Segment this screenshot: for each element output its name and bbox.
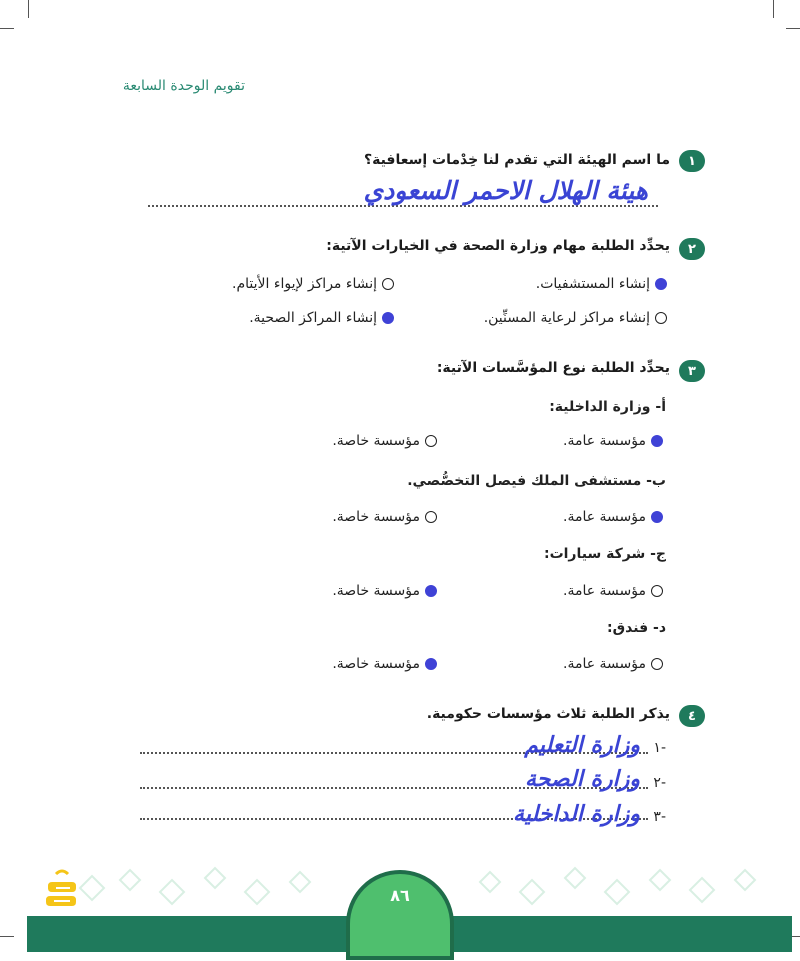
handwritten-answer[interactable]: هيئة الهلال الاحمر السعودي xyxy=(363,176,648,205)
question-number: ٤ xyxy=(679,705,705,727)
option-label: مؤسسة عامة. xyxy=(563,433,646,449)
option-hospitals[interactable] xyxy=(536,276,667,292)
option-label: مؤسسة عامة. xyxy=(563,509,646,525)
radio-checked-icon xyxy=(655,278,667,290)
option-label: إنشاء المراكز الصحية. xyxy=(249,310,377,326)
option-elderly[interactable] xyxy=(484,310,667,326)
question-number: ١ xyxy=(679,150,705,172)
sub-item-label: ج- شركة سيارات: xyxy=(543,546,666,562)
publisher-logo-icon xyxy=(44,866,80,910)
option-public[interactable] xyxy=(563,583,663,599)
sub-item-label: ب- مستشفى الملك فيصل التخصُّصي. xyxy=(407,473,666,489)
option-private[interactable] xyxy=(332,433,437,449)
radio-checked-icon xyxy=(651,511,663,523)
radio-checked-icon xyxy=(425,585,437,597)
handwritten-answer[interactable]: وزارة التعليم xyxy=(524,732,640,758)
handwritten-answer[interactable]: وزارة الداخلية xyxy=(513,801,640,827)
option-public[interactable] xyxy=(563,509,663,525)
line-number: ٣- xyxy=(653,809,666,825)
crop-mark xyxy=(786,28,800,29)
radio-unchecked-icon xyxy=(651,585,663,597)
crop-mark xyxy=(28,0,29,18)
option-label: مؤسسة خاصة. xyxy=(332,583,420,599)
question-text: يذكر الطلبة ثلاث مؤسسات حكومية. xyxy=(426,706,670,722)
radio-unchecked-icon xyxy=(655,312,667,324)
question-text: ما اسم الهيئة التي تقدم لنا خِدْمات إسعافية؟ xyxy=(363,152,670,168)
question-number: ٣ xyxy=(679,360,705,382)
answer-line xyxy=(148,205,658,207)
option-label: مؤسسة خاصة. xyxy=(332,509,420,525)
line-number: ٢- xyxy=(653,775,666,791)
option-label: إنشاء مراكز لإيواء الأيتام. xyxy=(232,276,377,292)
option-label: مؤسسة خاصة. xyxy=(332,433,420,449)
crop-mark xyxy=(773,0,774,18)
page-number: ٨٦ xyxy=(390,886,410,905)
option-label: مؤسسة عامة. xyxy=(563,656,646,672)
option-health-centers[interactable] xyxy=(249,310,394,326)
option-private[interactable] xyxy=(332,509,437,525)
option-private[interactable] xyxy=(332,656,437,672)
sub-item-label: أ- وزارة الداخلية: xyxy=(549,399,666,415)
section-header: تقويم الوحدة السابعة xyxy=(122,78,245,94)
option-label: مؤسسة عامة. xyxy=(563,583,646,599)
question-text: يحدِّد الطلبة نوع المؤسَّسات الآتية: xyxy=(436,360,670,376)
option-label: إنشاء المستشفيات. xyxy=(535,276,650,292)
question-text: يحدِّد الطلبة مهام وزارة الصحة في الخيارات الآتية: xyxy=(326,238,670,254)
radio-unchecked-icon xyxy=(425,435,437,447)
radio-unchecked-icon xyxy=(651,658,663,670)
sub-item-label: د- فندق: xyxy=(607,620,666,636)
option-label: مؤسسة خاصة. xyxy=(332,656,420,672)
question-number: ٢ xyxy=(679,238,705,260)
radio-checked-icon xyxy=(425,658,437,670)
radio-unchecked-icon xyxy=(382,278,394,290)
line-number: ١- xyxy=(653,740,666,756)
option-public[interactable] xyxy=(563,656,663,672)
option-label: إنشاء مراكز لرعاية المسنِّين. xyxy=(483,310,650,326)
handwritten-answer[interactable]: وزارة الصحة xyxy=(524,766,640,792)
option-public[interactable] xyxy=(563,433,663,449)
crop-mark xyxy=(0,28,14,29)
option-private[interactable] xyxy=(332,583,437,599)
radio-checked-icon xyxy=(382,312,394,324)
option-orphans[interactable] xyxy=(232,276,394,292)
radio-checked-icon xyxy=(651,435,663,447)
crop-mark xyxy=(0,936,14,937)
radio-unchecked-icon xyxy=(425,511,437,523)
